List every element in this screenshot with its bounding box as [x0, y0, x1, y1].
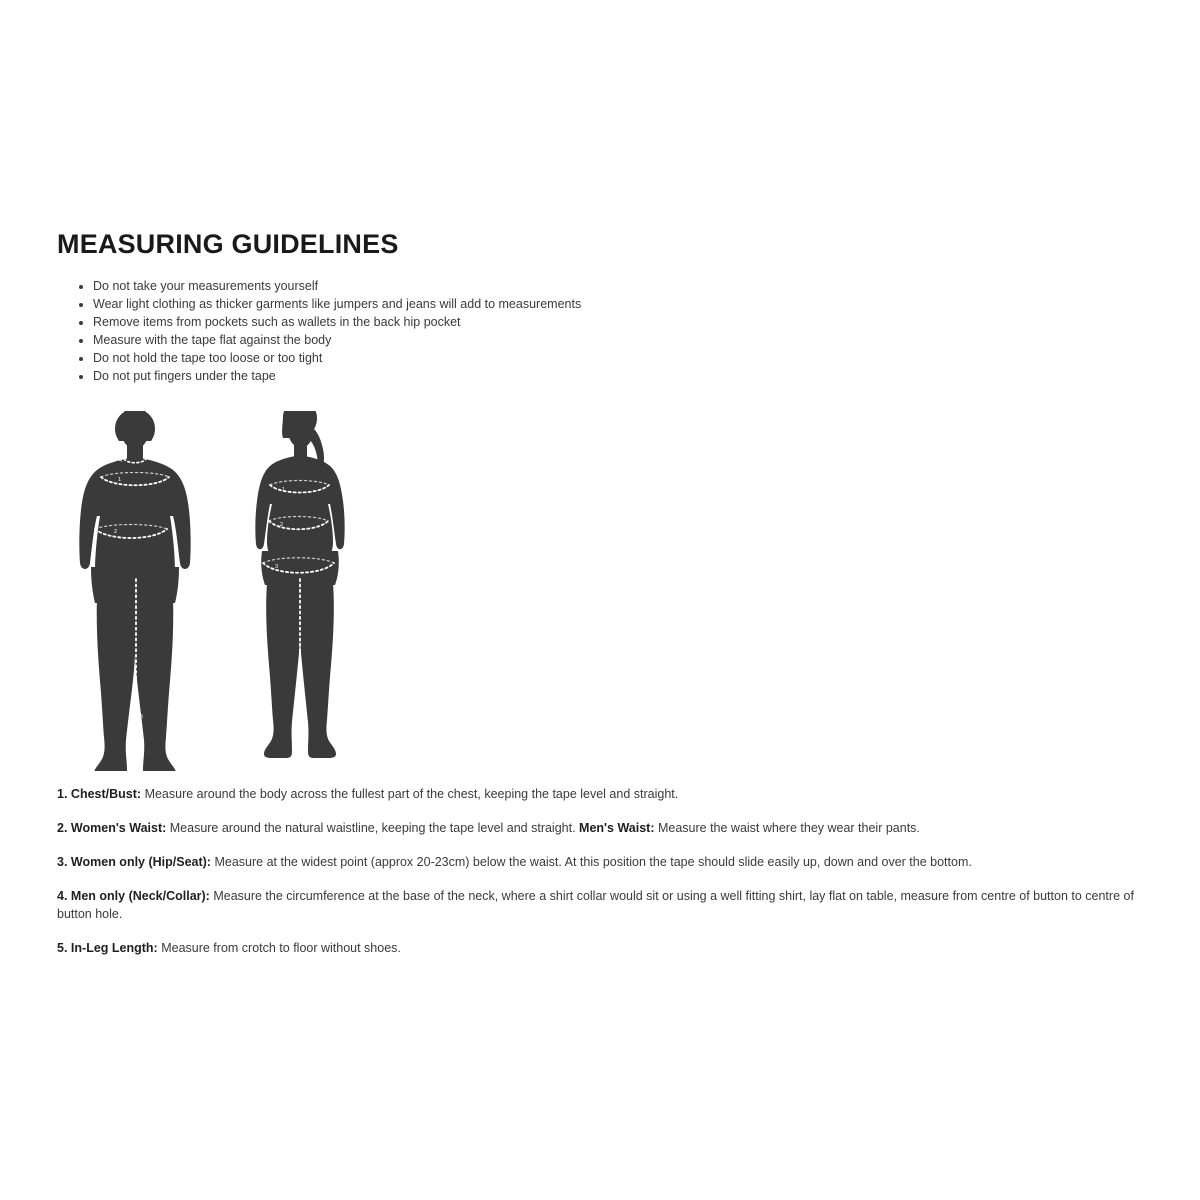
- note-text: Measure at the widest point (approx 20-23cm) below the waist. At this position the tape should slide easily up, down and over the bottom.: [214, 855, 972, 870]
- female-label-5: 5: [304, 714, 308, 721]
- note-waist: [57, 819, 1147, 837]
- list-item: • Do not put fingers under the tape: [93, 368, 1147, 385]
- note-label: Chest/Bust:: [70, 787, 142, 802]
- note-number: 4.: [57, 889, 68, 904]
- female-label-1: 1: [282, 487, 286, 494]
- male-label-5: 5: [140, 714, 144, 721]
- male-label-2: 2: [114, 529, 118, 536]
- measurement-figures: [57, 411, 557, 771]
- note-label-secondary: Men's Waist:: [579, 821, 655, 836]
- male-label-4: 4: [119, 458, 123, 465]
- note-number: 1.: [57, 787, 68, 802]
- note-number: 5.: [57, 941, 68, 956]
- note-number: 2.: [57, 821, 68, 836]
- note-text: Measure around the natural waistline, keeping the tape level and straight.: [169, 821, 576, 836]
- female-label-2: 2: [280, 522, 284, 529]
- note-label: In-Leg Length:: [70, 941, 158, 956]
- measurement-notes: [57, 785, 1147, 957]
- note-text: Measure around the body across the fullest part of the chest, keeping the tape level and straight.: [144, 787, 679, 802]
- male-figure: [79, 411, 190, 771]
- list-item: • Do not hold the tape too loose or too tight: [93, 350, 1147, 367]
- note-text: Measure from crotch to floor without shoes.: [161, 941, 401, 956]
- note-text: Measure the circumference at the base of the neck, where a shirt collar would sit or using a well fitting shirt, lay flat on table, measure from centre of button to centre of button hole.: [57, 889, 1134, 922]
- male-label-1: 1: [118, 477, 122, 484]
- guidelines-list: [57, 278, 1147, 385]
- note-text-secondary: Measure the waist where they wear their pants.: [657, 821, 920, 836]
- note-label: Women only (Hip/Seat):: [70, 855, 211, 870]
- note-label: Men only (Neck/Collar):: [70, 889, 210, 904]
- list-item: • Remove items from pockets such as wallets in the back hip pocket: [93, 314, 1147, 331]
- content-area: [57, 228, 1147, 973]
- list-item: • Measure with the tape flat against the body: [93, 332, 1147, 349]
- note-chest-bust: [57, 785, 1147, 803]
- note-hip-seat: [57, 853, 1147, 871]
- body-diagram-svg: [57, 411, 557, 771]
- page-title: MEASURING GUIDELINES: [57, 229, 399, 259]
- note-number: 3.: [57, 855, 68, 870]
- note-neck-collar: [57, 887, 1147, 923]
- note-in-leg-length: [57, 939, 1147, 957]
- note-label: Women's Waist:: [70, 821, 167, 836]
- female-label-3: 3: [275, 564, 279, 571]
- list-item: • Do not take your measurements yourself: [93, 278, 1147, 295]
- list-item: • Wear light clothing as thicker garments like jumpers and jeans will add to measurements: [93, 296, 1147, 313]
